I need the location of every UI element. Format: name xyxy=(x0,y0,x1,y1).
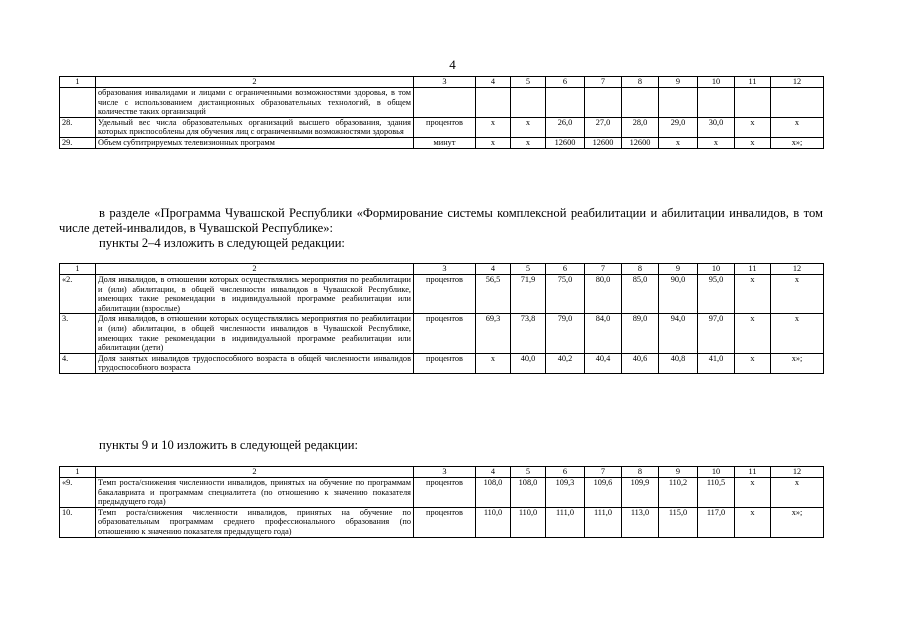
table-header-row xyxy=(60,467,824,478)
value-cell: 111,0 xyxy=(546,507,585,537)
value-cell: x»; xyxy=(771,507,824,537)
value-cell: 108,0 xyxy=(511,478,546,508)
column-number-4: 4 xyxy=(476,264,511,275)
value-cell: x xyxy=(771,275,824,314)
column-number-12: 12 xyxy=(771,77,824,88)
column-number-3: 3 xyxy=(414,467,476,478)
value-cell xyxy=(476,88,511,118)
value-cell: 56,5 xyxy=(476,275,511,314)
value-cell: 109,3 xyxy=(546,478,585,508)
value-cell: 41,0 xyxy=(698,353,735,373)
column-number-7: 7 xyxy=(585,264,622,275)
column-number-5: 5 xyxy=(511,77,546,88)
indicators-table-items-2-4 xyxy=(59,263,824,374)
column-number-8: 8 xyxy=(622,467,659,478)
value-cell: 97,0 xyxy=(698,314,735,353)
indicator-name: Удельный вес числа образовательных организаций высшего образования, здания которых приспособлены для обучения лиц с ограниченными возможностями здоровья xyxy=(96,117,414,137)
table-row xyxy=(60,88,824,118)
value-cell: 73,8 xyxy=(511,314,546,353)
unit-of-measure: процентов xyxy=(414,314,476,353)
column-number-12: 12 xyxy=(771,467,824,478)
value-cell: x xyxy=(735,478,771,508)
value-cell: 69,3 xyxy=(476,314,511,353)
value-cell: 12600 xyxy=(585,137,622,148)
column-number-11: 11 xyxy=(735,467,771,478)
column-number-1: 1 xyxy=(60,264,96,275)
indicator-name: Доля инвалидов, в отношении которых осуществлялись мероприятия по реабилитации и (или) абилитации, в общей численности инвалидов в Чувашской Республике, имеющих такие рекомендации в индивидуальной программе реабилитации или абилитации (дети) xyxy=(96,314,414,353)
unit-of-measure: процентов xyxy=(414,275,476,314)
value-cell: 40,8 xyxy=(659,353,698,373)
value-cell: 75,0 xyxy=(546,275,585,314)
value-cell: 85,0 xyxy=(622,275,659,314)
column-number-5: 5 xyxy=(511,264,546,275)
row-number: 29. xyxy=(60,137,96,148)
column-number-10: 10 xyxy=(698,264,735,275)
row-number: 28. xyxy=(60,117,96,137)
column-number-3: 3 xyxy=(414,264,476,275)
unit-of-measure: процентов xyxy=(414,353,476,373)
column-number-11: 11 xyxy=(735,77,771,88)
value-cell: 115,0 xyxy=(659,507,698,537)
value-cell: x xyxy=(698,137,735,148)
value-cell: 95,0 xyxy=(698,275,735,314)
value-cell xyxy=(771,88,824,118)
value-cell: x»; xyxy=(771,137,824,148)
value-cell: x xyxy=(476,137,511,148)
value-cell: 108,0 xyxy=(476,478,511,508)
value-cell: x xyxy=(476,117,511,137)
value-cell: x xyxy=(735,507,771,537)
value-cell: 84,0 xyxy=(585,314,622,353)
value-cell: x xyxy=(511,117,546,137)
column-number-2: 2 xyxy=(96,77,414,88)
value-cell: x xyxy=(735,137,771,148)
value-cell: x xyxy=(735,353,771,373)
value-cell: 110,2 xyxy=(659,478,698,508)
value-cell: 40,2 xyxy=(546,353,585,373)
column-number-11: 11 xyxy=(735,264,771,275)
value-cell: 27,0 xyxy=(585,117,622,137)
table-header-row xyxy=(60,264,824,275)
column-number-2: 2 xyxy=(96,264,414,275)
items-2-4-paragraph: пункты 2–4 изложить в следующей редакции: xyxy=(99,236,345,250)
value-cell xyxy=(511,88,546,118)
value-cell: 109,6 xyxy=(585,478,622,508)
value-cell: 40,4 xyxy=(585,353,622,373)
table-header-row xyxy=(60,77,824,88)
value-cell: 113,0 xyxy=(622,507,659,537)
column-number-6: 6 xyxy=(546,264,585,275)
value-cell: x xyxy=(771,478,824,508)
indicators-table-continued xyxy=(59,76,824,149)
value-cell: 94,0 xyxy=(659,314,698,353)
table-row xyxy=(60,314,824,353)
table-row xyxy=(60,275,824,314)
value-cell xyxy=(659,88,698,118)
indicator-name: Объем субтитрируемых телевизионных программ xyxy=(96,137,414,148)
table-row xyxy=(60,353,824,373)
indicator-name: Доля инвалидов, в отношении которых осуществлялись мероприятия по реабилитации и (или) абилитации, в общей численности инвалидов в Чувашской Республике, имеющих такие рекомендации в индивидуальной программе реабилитации или абилитации (взрослые) xyxy=(96,275,414,314)
column-number-1: 1 xyxy=(60,77,96,88)
row-number xyxy=(60,88,96,118)
unit-of-measure: процентов xyxy=(414,117,476,137)
value-cell: 12600 xyxy=(622,137,659,148)
indicator-name: Темп роста/снижения численности инвалидов, принятых на обучение по программам бакалавриата и программам специалитета (по отношению к значению показателя предыдущего года) xyxy=(96,478,414,508)
value-cell: 117,0 xyxy=(698,507,735,537)
column-number-5: 5 xyxy=(511,467,546,478)
items-9-10-paragraph: пункты 9 и 10 изложить в следующей редакции: xyxy=(99,438,358,452)
row-number: 4. xyxy=(60,353,96,373)
value-cell: x xyxy=(735,314,771,353)
value-cell xyxy=(735,88,771,118)
table-row xyxy=(60,117,824,137)
column-number-6: 6 xyxy=(546,77,585,88)
value-cell: x»; xyxy=(771,353,824,373)
unit-of-measure: процентов xyxy=(414,478,476,508)
value-cell: 28,0 xyxy=(622,117,659,137)
column-number-3: 3 xyxy=(414,77,476,88)
value-cell: 110,0 xyxy=(511,507,546,537)
value-cell xyxy=(546,88,585,118)
value-cell: x xyxy=(771,117,824,137)
column-number-9: 9 xyxy=(659,77,698,88)
column-number-12: 12 xyxy=(771,264,824,275)
column-number-10: 10 xyxy=(698,77,735,88)
section-paragraph: в разделе «Программа Чувашской Республики «Формирование системы комплексной реабилитации и абилитации инвалидов, в том числе детей-инвалидов, в Чувашской Республике»: xyxy=(59,206,823,235)
column-number-8: 8 xyxy=(622,264,659,275)
value-cell: 89,0 xyxy=(622,314,659,353)
column-number-8: 8 xyxy=(622,77,659,88)
value-cell: 110,5 xyxy=(698,478,735,508)
value-cell xyxy=(698,88,735,118)
column-number-6: 6 xyxy=(546,467,585,478)
value-cell: 79,0 xyxy=(546,314,585,353)
value-cell: x xyxy=(659,137,698,148)
value-cell: x xyxy=(511,137,546,148)
table-row xyxy=(60,478,824,508)
value-cell: 40,6 xyxy=(622,353,659,373)
value-cell: x xyxy=(771,314,824,353)
row-number: 3. xyxy=(60,314,96,353)
value-cell xyxy=(622,88,659,118)
column-number-9: 9 xyxy=(659,467,698,478)
column-number-2: 2 xyxy=(96,467,414,478)
column-number-9: 9 xyxy=(659,264,698,275)
value-cell xyxy=(585,88,622,118)
row-number: «2. xyxy=(60,275,96,314)
value-cell: 12600 xyxy=(546,137,585,148)
value-cell: 90,0 xyxy=(659,275,698,314)
value-cell: x xyxy=(735,117,771,137)
column-number-7: 7 xyxy=(585,467,622,478)
column-number-1: 1 xyxy=(60,467,96,478)
page-number: 4 xyxy=(449,57,456,72)
value-cell: x xyxy=(476,353,511,373)
indicators-table-items-9-10 xyxy=(59,466,824,538)
unit-of-measure: процентов xyxy=(414,507,476,537)
value-cell: 71,9 xyxy=(511,275,546,314)
indicator-name: Доля занятых инвалидов трудоспособного возраста в общей численности инвалидов трудоспособного возраста xyxy=(96,353,414,373)
table-row xyxy=(60,507,824,537)
column-number-4: 4 xyxy=(476,467,511,478)
row-number: «9. xyxy=(60,478,96,508)
value-cell: 26,0 xyxy=(546,117,585,137)
value-cell: 111,0 xyxy=(585,507,622,537)
column-number-7: 7 xyxy=(585,77,622,88)
column-number-4: 4 xyxy=(476,77,511,88)
unit-of-measure: минут xyxy=(414,137,476,148)
table-row xyxy=(60,137,824,148)
value-cell: 40,0 xyxy=(511,353,546,373)
row-number: 10. xyxy=(60,507,96,537)
indicator-name: образования инвалидами и лицами с ограниченными возможностями здоровья, в том числе с использованием дистанционных образовательных технологий, в общем количестве таких организаций xyxy=(96,88,414,118)
value-cell: 109,9 xyxy=(622,478,659,508)
column-number-10: 10 xyxy=(698,467,735,478)
value-cell: 30,0 xyxy=(698,117,735,137)
value-cell: 29,0 xyxy=(659,117,698,137)
unit-of-measure xyxy=(414,88,476,118)
value-cell: 80,0 xyxy=(585,275,622,314)
value-cell: 110,0 xyxy=(476,507,511,537)
indicator-name: Темп роста/снижения численности инвалидов, принятых на обучение по образовательным программам среднего профессионального образования (по отношению к значению показателя предыдущего года) xyxy=(96,507,414,537)
value-cell: x xyxy=(735,275,771,314)
